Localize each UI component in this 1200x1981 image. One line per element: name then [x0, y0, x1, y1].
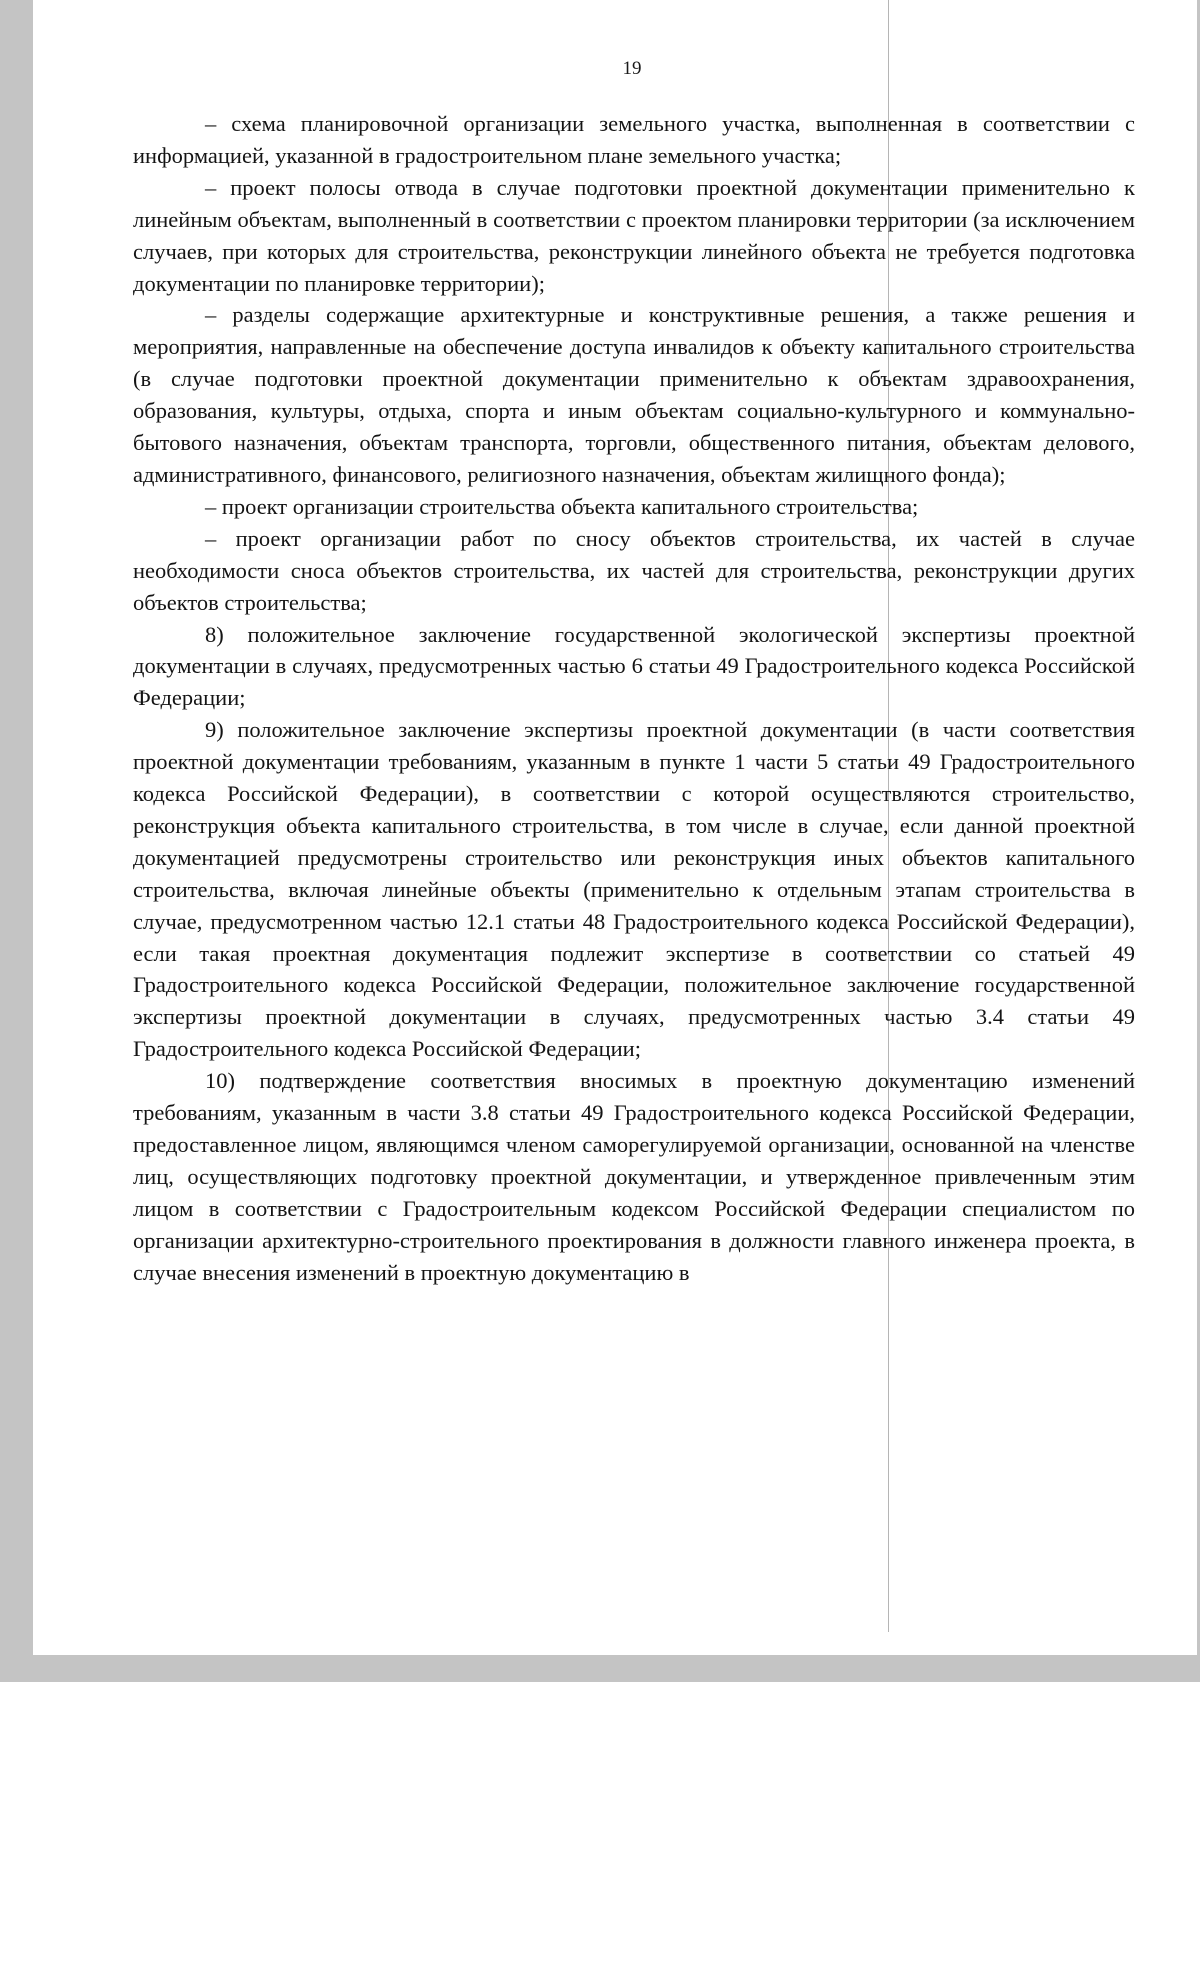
paragraph-item-9: 9) положительное заключение экспертизы проектной документации (в части соответствия проектной документации требованиям, указанным в пункте 1 части 5 статьи 49 Градостроительного кодекса Российской Федерации), в соответствии с которой осуществляются строительство, реконструкция объекта капитального строительства, в том числе в случае, если данной проектной документацией предусмотрены строительство или реконструкция иных объектов капитального строительства, включая линейные объекты (применительно к отдельным этапам строительства в случае, предусмотренном частью 12.1 статьи 48 Градостроительного кодекса Российской Федерации), если такая проектная документация подлежит экспертизе в соответствии со статьей 49 Градостроительного кодекса Российской Федерации, положительное заключение государственной экспертизы проектной документации в случаях, предусмотренных частью 3.4 статьи 49 Градостроительного кодекса Российской Федерации; — [133, 717, 1135, 1062]
document-body — [133, 108, 1135, 1289]
paragraph-item-10: 10) подтверждение соответствия вносимых в проектную документацию изменений требованиям, указанным в части 3.8 статьи 49 Градостроительного кодекса Российской Федерации, предоставленное лицом, являющимся членом саморегулируемой организации, основанной на членстве лиц, осуществляющих подготовку проектной документации, и утвержденное привлеченным этим лицом в соответствии с Градостроительным кодексом Российской Федерации специалистом по организации архитектурно-строительного проектирования в должности главного инженера проекта, в случае внесения изменений в проектную документацию в — [133, 1068, 1135, 1285]
paragraph-architectural-sections: – разделы содержащие архитектурные и конструктивные решения, а также решения и мероприятия, направленные на обеспечение доступа инвалидов к объекту капитального строительства (в случае подготовки проектной документации применительно к объектам здравоохранения, образования, культуры, отдыха, спорта и иным объектам социально-культурного и коммунально-бытового назначения, объектам транспорта, торговли, общественного питания, объектам делового, административного, финансового, религиозного назначения, объектам жилищного фонда); — [133, 302, 1135, 487]
paragraph-site-plan: – схема планировочной организации земельного участка, выполненная в соответствии с информацией, указанной в градостроительном плане земельного участка; — [133, 111, 1135, 168]
paragraph-demolition-project: – проект организации работ по сносу объектов строительства, их частей в случае необходимости сноса объектов строительства, их частей для строительства, реконструкции других объектов строительства; — [133, 525, 1135, 615]
paragraph-construction-project: – проект организации строительства объекта капитального строительства; — [205, 493, 919, 519]
paragraph-right-of-way: – проект полосы отвода в случае подготовки проектной документации применительно к линейным объектам, выполненный в соответствии с проектом планировки территории (за исключением случаев, при которых для строительства, реконструкции линейного объекта не требуется подготовка документации по планировке территории); — [133, 174, 1135, 296]
paragraph-item-8: 8) положительное заключение государственной экологической экспертизы проектной документации в случаях, предусмотренных частью 6 статьи 49 Градостроительного кодекса Российской Федерации; — [133, 621, 1135, 711]
page-number: 19 — [622, 58, 642, 79]
